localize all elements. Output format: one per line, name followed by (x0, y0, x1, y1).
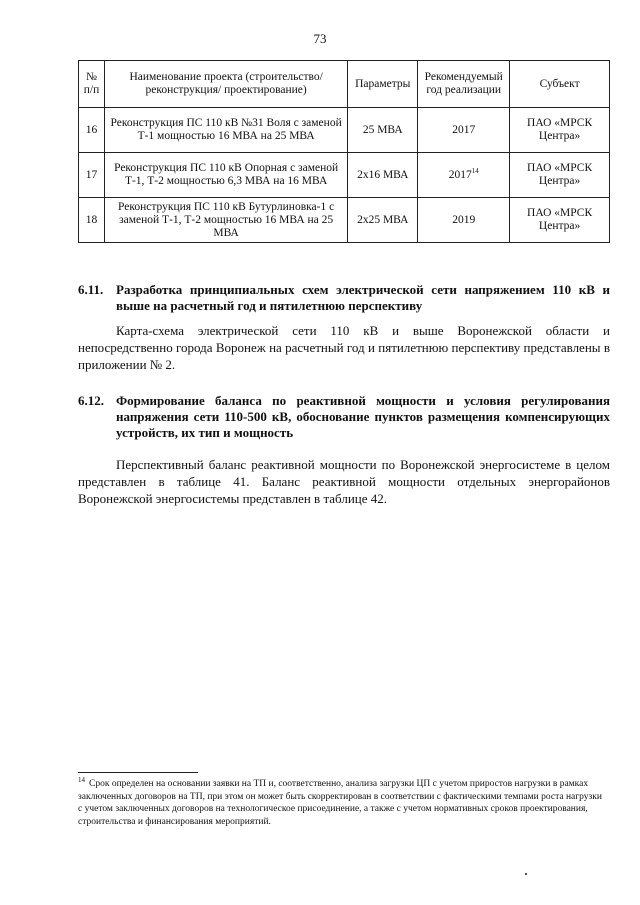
cell-name: Реконструкция ПС 110 кВ Бутурлиновка-1 с заменой Т-1, Т-2 мощностью 16 МВА на 25 МВА (104, 198, 347, 243)
table-row (79, 198, 610, 243)
cell-params: 25 МВА (348, 108, 418, 153)
year-value: 2017 (452, 123, 476, 136)
cell-name: Реконструкция ПС 110 кВ №31 Воля с заменой Т-1 мощностью 16 МВА на 25 МВА (104, 108, 347, 153)
table-row (79, 108, 610, 153)
footnote (78, 775, 608, 828)
header-name: Наименование проекта (строительство/реконструкция/ проектирование) (104, 61, 347, 108)
cell-params: 2х25 МВА (348, 198, 418, 243)
header-year: Рекомендуемый год реализации (418, 61, 510, 108)
cell-subject: ПАО «МРСК Центра» (510, 153, 610, 198)
footnote-divider (78, 772, 198, 773)
cell-year (418, 153, 510, 198)
projects-table (78, 60, 610, 243)
section-title: Формирование баланса по реактивной мощности и условия регулирования напряжения сети 110-500 кВ, обоснование пунктов размещения компенсирующих устройств, их тип и мощность (116, 393, 610, 440)
footnote-mark: 14 (78, 775, 85, 784)
cell-num: 18 (79, 198, 105, 243)
footnote-ref: 14 (471, 166, 479, 175)
scan-artifact-dot (525, 873, 527, 875)
section-body-6-11: Карта-схема электрической сети 110 кВ и выше Воронежской области и непосредственно города Воронеж на расчетный год и пятилетнюю перспективу представлены в приложении № 2. (78, 323, 610, 372)
cell-num: 16 (79, 108, 105, 153)
page-number: 73 (313, 31, 327, 46)
cell-year (418, 198, 510, 243)
cell-subject: ПАО «МРСК Центра» (510, 198, 610, 243)
cell-params: 2х16 МВА (348, 153, 418, 198)
header-num: № п/п (79, 61, 105, 108)
section-heading-6-11 (78, 282, 610, 314)
table-row (79, 153, 610, 198)
cell-subject: ПАО «МРСК Центра» (510, 108, 610, 153)
cell-year (418, 108, 510, 153)
footnote-text: Срок определен на основании заявки на ТП и, соответственно, анализа загрузки ЦП с учетом приростов нагрузки в рамках заключенных договоров на ТП, при этом он может быть скорректирован в соответствии с фактическими темпами роста нагрузки с учетом заключенных договоров на технологическое присоединение, а также с учетом нормативных сроков проектирования, строительства и финансирования мероприятий. (78, 779, 602, 827)
section-heading-6-12 (78, 393, 610, 441)
section-number: 6.11. (78, 282, 104, 297)
section-body-6-12: Перспективный баланс реактивной мощности по Воронежской энергосистеме в целом представлен в таблице 41. Баланс реактивной мощности отдельных энергорайонов Воронежской энергосистемы представлен в таблице 42. (78, 457, 610, 506)
header-subject: Субъект (510, 61, 610, 108)
table-header-row (79, 61, 610, 108)
section-number: 6.12. (78, 393, 104, 408)
section-title: Разработка принципиальных схем электрической сети напряжением 110 кВ и выше на расчетный год и пятилетнюю перспективу (116, 282, 610, 313)
header-params: Параметры (348, 61, 418, 108)
cell-num: 17 (79, 153, 105, 198)
cell-name: Реконструкция ПС 110 кВ Опорная с заменой Т-1, Т-2 мощностью 6,3 МВА на 16 МВА (104, 153, 347, 198)
year-value: 2017 (448, 168, 472, 181)
year-value: 2019 (452, 213, 476, 226)
